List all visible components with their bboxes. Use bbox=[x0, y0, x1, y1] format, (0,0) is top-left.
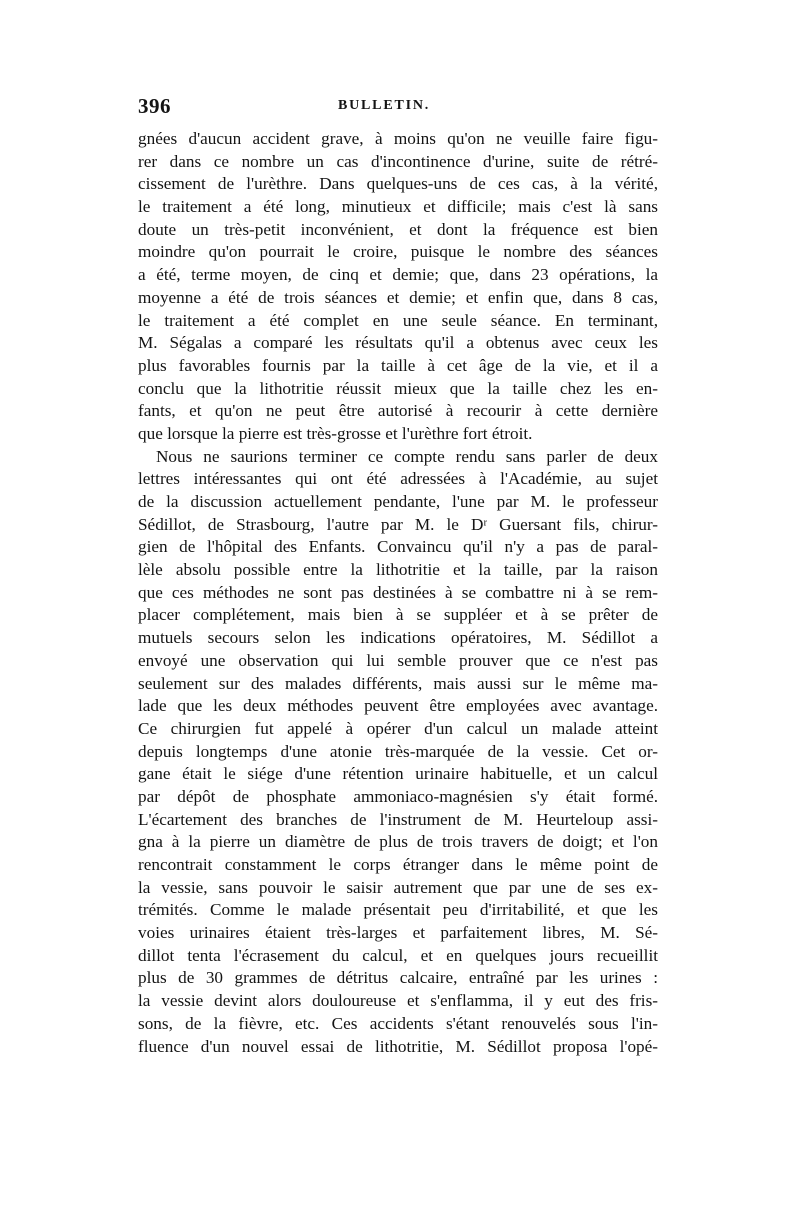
text-line: lèle absolu possible entre la lithotritie et la taille, par la raison bbox=[138, 560, 658, 580]
text-line: Sédillot, de Strasbourg, l'autre par M. le Dʳ Guersant fils, chirur- bbox=[138, 514, 658, 534]
text-line: doute un très-petit inconvénient, et dont la fréquence est bien bbox=[138, 219, 658, 239]
text-line: moyenne a été de trois séances et demie; et enfin que, dans 8 cas, bbox=[138, 287, 658, 307]
body-text bbox=[138, 128, 658, 1058]
text-line: gien de l'hôpital des Enfants. Convaincu qu'il n'y a pas de paral- bbox=[138, 537, 658, 557]
text-line: dillot tenta l'écrasement du calcul, et en quelques jours recueillit bbox=[138, 945, 658, 965]
running-head: BULLETIN. bbox=[338, 98, 431, 113]
text-line: le traitement a été long, minutieux et difficile; mais c'est là sans bbox=[138, 197, 658, 217]
text-line: le traitement a été complet en une seule séance. En terminant, bbox=[138, 310, 658, 330]
text-line: moindre qu'on pourrait le croire, puisque le nombre des séances bbox=[138, 242, 658, 262]
text-line: la vessie, sans pouvoir le saisir autrement que par une de ses ex- bbox=[138, 877, 658, 897]
text-line: Ce chirurgien fut appelé à opérer d'un calcul un malade atteint bbox=[138, 718, 658, 738]
text-line: la vessie devint alors douloureuse et s'enflamma, il y eut des fris- bbox=[138, 991, 658, 1011]
text-line: rer dans ce nombre un cas d'incontinence d'urine, suite de rétré- bbox=[138, 151, 658, 171]
text-line: que ces méthodes ne sont pas destinées à se combattre ni à se rem- bbox=[138, 582, 658, 602]
text-line: mutuels secours selon les indications opératoires, M. Sédillot a bbox=[138, 628, 658, 648]
text-line: sons, de la fièvre, etc. Ces accidents s'étant renouvelés sous l'in- bbox=[138, 1013, 658, 1033]
text-line: M. Ségalas a comparé les résultats qu'il a obtenus avec ceux les bbox=[138, 333, 658, 353]
text-line: placer complétement, mais bien à se suppléer et à se prêter de bbox=[138, 605, 658, 625]
text-line: cissement de l'urèthre. Dans quelques-uns de ces cas, à la vérité, bbox=[138, 174, 658, 194]
text-line: seulement sur des malades différents, mais aussi sur le même ma- bbox=[138, 673, 658, 693]
text-line: depuis longtemps d'une atonie très-marquée de la vessie. Cet or- bbox=[138, 741, 658, 761]
text-line: plus favorables fournis par la taille à cet âge de la vie, et il a bbox=[138, 355, 658, 375]
text-line: gna à la pierre un diamètre de plus de trois travers de doigt; et l'on bbox=[138, 832, 658, 852]
text-line: lade que les deux méthodes peuvent être employées avec avantage. bbox=[138, 696, 658, 716]
text-line: plus de 30 grammes de détritus calcaire, entraîné par les urines : bbox=[138, 968, 658, 988]
text-line: rencontrait constamment le corps étranger dans le même point de bbox=[138, 855, 658, 874]
text-line: a été, terme moyen, de cinq et demie; que, dans 23 opérations, la bbox=[138, 265, 658, 285]
text-line: conclu que la lithotritie réussit mieux que la taille chez les en- bbox=[138, 378, 658, 398]
text-line: de la discussion actuellement pendante, l'une par M. le professeur bbox=[138, 492, 658, 511]
text-line: voies urinaires étaient très-larges et parfaitement libres, M. Sé- bbox=[138, 923, 658, 943]
paragraph-start-line: Nous ne saurions terminer ce compte rendu sans parler de deux bbox=[156, 446, 658, 466]
text-line: fants, et qu'on ne peut être autorisé à recourir à cette dernière bbox=[138, 401, 658, 421]
text-line: L'écartement des branches de l'instrument de M. Heurteloup assi- bbox=[138, 809, 658, 829]
page-number: 396 bbox=[138, 94, 171, 118]
paragraph-end-line: que lorsque la pierre est très-grosse et l'urèthre fort étroit. bbox=[138, 423, 533, 443]
text-line: envoyé une observation qui lui semble prouver que ce n'est pas bbox=[138, 650, 658, 670]
text-line: trémités. Comme le malade présentait peu d'irritabilité, et que les bbox=[138, 900, 658, 920]
text-line: gane était le siége d'une rétention urinaire habituelle, et un calcul bbox=[138, 764, 658, 784]
text-line: fluence d'un nouvel essai de lithotritie, M. Sédillot proposa l'opé- bbox=[138, 1036, 658, 1056]
text-line: lettres intéressantes qui ont été adressées à l'Académie, au sujet bbox=[138, 469, 658, 489]
page-header bbox=[138, 94, 658, 122]
text-line: par dépôt de phosphate ammoniaco-magnésien s'y était formé. bbox=[138, 786, 658, 806]
text-line: gnées d'aucun accident grave, à moins qu'on ne veuille faire figu- bbox=[138, 129, 658, 148]
